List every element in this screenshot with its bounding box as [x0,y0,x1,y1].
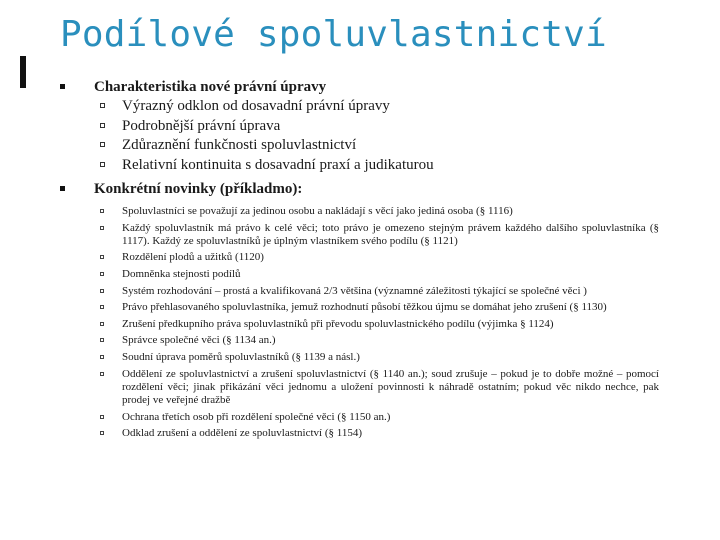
hollow-square-bullet-icon [100,338,104,342]
list-item [60,268,659,281]
list-item [60,318,659,331]
hollow-square-bullet-icon [100,123,105,128]
hollow-square-bullet-icon [100,272,104,276]
list-item [60,136,660,156]
hollow-square-bullet-icon [100,209,104,213]
section-novelties [60,180,660,440]
section-heading-text: Konkrétní novinky (příkladmo): [94,181,303,197]
hollow-square-bullet-icon [100,142,105,147]
list-item-text: Soudní úprava poměrů spoluvlastníků (§ 1139 a násl.) [122,350,360,363]
novelties-list [60,205,660,440]
square-bullet-icon [60,186,65,191]
list-item-text: Odklad zrušení a oddělení ze spoluvlastnictví (§ 1154) [122,427,363,440]
list-item-text: Zdůraznění funkčnosti spoluvlastnictví [122,137,357,153]
list-item [60,222,659,248]
list-item-text: Výrazný odklon od dosavadní právní úpravy [122,98,390,114]
list-item-text: Ochrana třetích osob při rozdělení společné věci (§ 1150 an.) [122,410,391,423]
list-item [60,156,660,176]
list-item [60,351,659,364]
list-item [60,97,660,117]
square-bullet-icon [60,84,65,89]
section-heading [60,180,660,199]
slide-title: Podílové spoluvlastnictví [60,14,607,55]
list-item-text: Rozdělení plodů a užitků (1120) [122,251,264,264]
list-item [60,301,659,314]
list-item-text: Každý spoluvlastník má právo k celé věci; toto právo je omezeno stejným právem každého dalšího spoluvlastníka (§ 1117). Každý ze spoluvlastníků je úplným vlastníkem svého podílu (§ 1121) [122,221,659,247]
hollow-square-bullet-icon [100,289,104,293]
list-item-text: Právo přehlasovaného spoluvlastníka, jemuž rozhodnutí působí těžkou újmu se domáhat jeho zrušení (§ 1130) [122,301,607,314]
hollow-square-bullet-icon [100,415,104,419]
accent-bar [20,56,26,88]
list-item [60,205,659,218]
hollow-square-bullet-icon [100,322,104,326]
hollow-square-bullet-icon [100,226,104,230]
hollow-square-bullet-icon [100,255,104,259]
section-characteristics [60,78,660,175]
list-item [60,251,659,264]
characteristics-list [60,97,660,175]
list-item-text: Relativní kontinuita s dosavadní praxí a judikaturou [122,156,434,173]
section-heading [60,78,660,97]
list-item [60,117,660,137]
hollow-square-bullet-icon [100,355,104,359]
list-item-text: Správce společné věci (§ 1134 an.) [122,334,276,347]
list-item-text: Zrušení předkupního práva spoluvlastníků při převodu spoluvlastnického podílu (výjimka § 1124) [122,317,554,330]
list-item-text: Podrobnější právní úprava [122,117,281,134]
list-item-text: Oddělení ze spoluvlastnictví a zrušení spoluvlastnictví (§ 1140 an.); soud zrušuje – pokud je to dobře možné – pomocí rozdělení věci; jinak přikázání věci jednomu a uložení povinnosti k náhradě ostatním; pokud věc nikdo nechce, pak prodej ve veřejné dražbě [122,367,659,406]
list-item [60,334,659,347]
list-item [60,285,659,298]
hollow-square-bullet-icon [100,162,105,167]
hollow-square-bullet-icon [100,103,105,108]
section-heading-text: Charakteristika nové právní úpravy [94,79,327,95]
list-item [60,368,659,408]
list-item-text: Systém rozhodování – prostá a kvalifikovaná 2/3 většina (významné záležitosti týkající se společné věci ) [122,284,587,297]
hollow-square-bullet-icon [100,372,104,376]
hollow-square-bullet-icon [100,431,104,435]
hollow-square-bullet-icon [100,305,104,309]
list-item [60,427,659,440]
list-item [60,411,659,424]
list-item-text: Domněnka stejnosti podílů [122,267,241,280]
list-item-text: Spoluvlastníci se považují za jedinou osobu a nakládají s věcí jako jediná osoba (§ 1116) [122,205,513,217]
